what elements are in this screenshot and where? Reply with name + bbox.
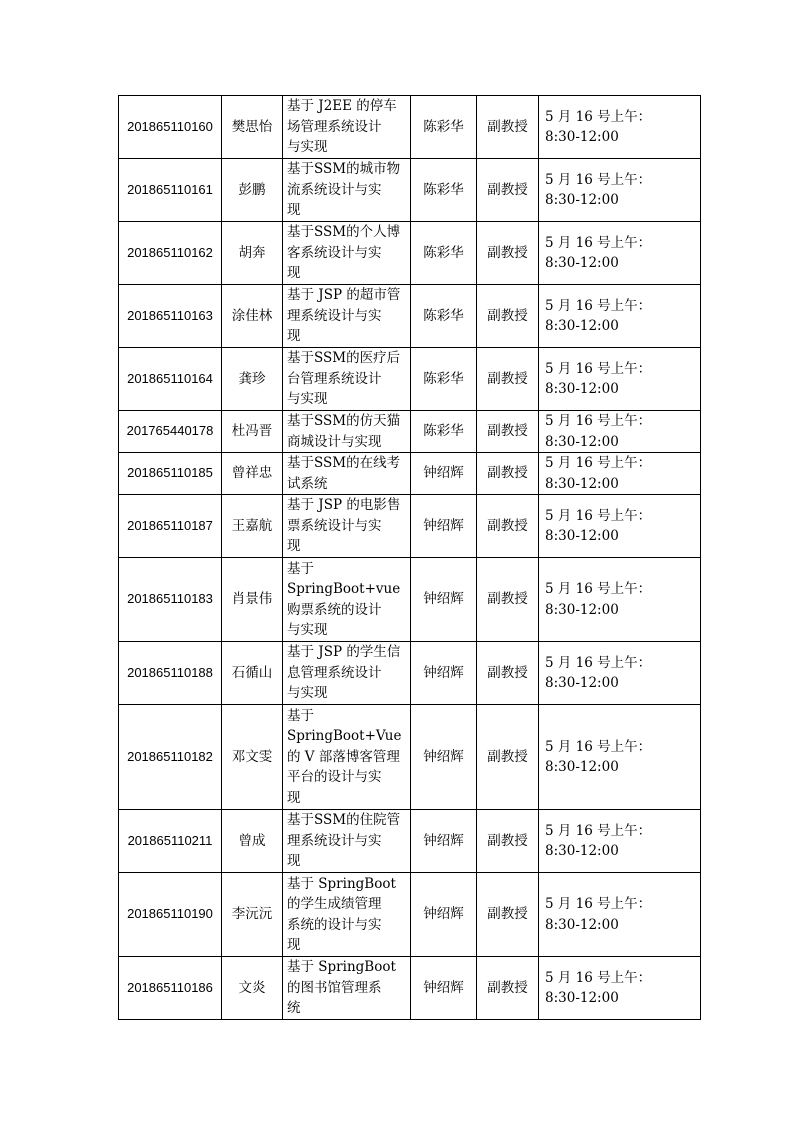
table-row: [119, 348, 701, 411]
thesis-topic-cell-line: 基于SSM的在线考: [287, 455, 401, 471]
thesis-topic-cell-line: 与实现: [287, 139, 328, 156]
thesis-topic-cell-line: 现: [287, 202, 301, 219]
defense-time-cell-line: 8:30-12:00: [545, 475, 619, 492]
thesis-topic-cell: [283, 453, 411, 495]
student-id-cell: 201865110163: [119, 285, 222, 348]
table-row: [119, 957, 701, 1020]
defense-time-cell-line: 8:30-12:00: [545, 381, 619, 397]
advisor-title-cell: 副教授: [477, 810, 539, 873]
thesis-topic-cell-line: 场管理系统设计: [287, 118, 382, 135]
table-row: [119, 96, 701, 159]
defense-time-cell: [539, 96, 701, 159]
defense-time-cell: [539, 348, 701, 411]
advisor-cell: 钟绍辉: [411, 957, 477, 1020]
advisor-title-cell: 副教授: [477, 453, 539, 495]
student-name-cell: 曾成: [222, 810, 283, 873]
thesis-topic-cell-line: 基于 JSP 的电影售: [287, 497, 401, 514]
table-row: [119, 705, 701, 810]
thesis-topic-cell-line: 基于SSM的城市物: [287, 161, 401, 178]
defense-time-cell-line: 8:30-12:00: [545, 528, 619, 544]
defense-time-cell-line: 5 月 16 号上午：: [545, 171, 652, 188]
defense-time-cell-line: 5 月 16 号上午：: [545, 738, 652, 755]
thesis-topic-cell-line: 与实现: [287, 622, 328, 638]
advisor-title-cell: 副教授: [477, 348, 539, 411]
student-name-cell: 李沅沅: [222, 873, 283, 957]
advisor-title-cell: 副教授: [477, 159, 539, 222]
defense-time-cell-line: 5 月 16 号上午：: [545, 654, 652, 671]
defense-time-cell: [539, 810, 701, 873]
defense-time-cell: [539, 642, 701, 705]
defense-time-cell-line: 8:30-12:00: [545, 675, 619, 691]
student-name-cell: 曾祥忠: [222, 453, 283, 495]
advisor-cell: 钟绍辉: [411, 810, 477, 873]
defense-time-cell: [539, 705, 701, 810]
defense-time-cell-line: 8:30-12:00: [545, 255, 619, 271]
thesis-topic-cell: [283, 957, 411, 1020]
thesis-topic-cell-line: 基于SSM的仿天猫: [287, 413, 401, 429]
advisor-cell: 钟绍辉: [411, 873, 477, 957]
thesis-topic-cell-line: 基于 SpringBoot: [287, 875, 396, 892]
thesis-topic-cell: [283, 705, 411, 810]
advisor-cell: 钟绍辉: [411, 558, 477, 642]
table-row: [119, 642, 701, 705]
advisor-title-cell: 副教授: [477, 222, 539, 285]
student-name-cell: 樊思怡: [222, 96, 283, 159]
student-id-cell: 201865110190: [119, 873, 222, 957]
thesis-topic-cell-line: 平台的设计与实: [287, 769, 382, 786]
thesis-topic-cell-line: 台管理系统设计: [287, 370, 382, 387]
student-name-cell: 肖景伟: [222, 558, 283, 642]
defense-time-cell-line: 5 月 16 号上午：: [545, 413, 652, 429]
defense-time-cell-line: 8:30-12:00: [545, 601, 619, 618]
thesis-topic-cell-line: 购票系统的设计: [287, 601, 382, 618]
student-name-cell: 彭鹏: [222, 159, 283, 222]
thesis-topic-cell-line: 基于 JSP 的超市管: [287, 287, 401, 304]
table-row: [119, 558, 701, 642]
student-id-cell: 201865110162: [119, 222, 222, 285]
student-id-cell: 201865110183: [119, 558, 222, 642]
thesis-topic-cell-line: 现: [287, 853, 301, 870]
defense-time-cell: [539, 873, 701, 957]
advisor-cell: 陈彩华: [411, 159, 477, 222]
table-body: [119, 96, 701, 1020]
defense-time-cell-line: 5 月 16 号上午：: [545, 507, 652, 524]
thesis-topic-cell: [283, 96, 411, 159]
defense-time-cell-line: 5 月 16 号上午：: [545, 896, 652, 912]
defense-time-cell: [539, 285, 701, 348]
student-name-cell: 邓文雯: [222, 705, 283, 810]
thesis-topic-cell-line: 试系统: [287, 475, 328, 492]
thesis-topic-cell-line: 票系统设计与实: [287, 517, 382, 534]
thesis-topic-cell-line: 基于SSM的个人博: [287, 224, 401, 241]
student-id-cell: 201865110164: [119, 348, 222, 411]
student-name-cell: 龚珍: [222, 348, 283, 411]
thesis-topic-cell-line: 与实现: [287, 685, 328, 702]
student-name-cell: 王嘉航: [222, 495, 283, 558]
advisor-cell: 陈彩华: [411, 96, 477, 159]
thesis-topic-cell-line: 现: [287, 265, 301, 282]
defense-time-cell-line: 5 月 16 号上午：: [545, 108, 652, 125]
advisor-title-cell: 副教授: [477, 642, 539, 705]
advisor-cell: 钟绍辉: [411, 705, 477, 810]
defense-time-cell-line: 8:30-12:00: [545, 433, 619, 450]
student-name-cell: 杜冯晋: [222, 411, 283, 453]
student-id-cell: 201865110187: [119, 495, 222, 558]
thesis-topic-cell-line: 现: [287, 538, 301, 555]
advisor-title-cell: 副教授: [477, 957, 539, 1020]
table-row: [119, 159, 701, 222]
table-row: [119, 453, 701, 495]
defense-time-cell: [539, 957, 701, 1020]
thesis-topic-cell-line: 的 V 部落博客管理: [287, 748, 400, 765]
advisor-title-cell: 副教授: [477, 285, 539, 348]
student-id-cell: 201865110160: [119, 96, 222, 159]
defense-time-cell-line: 5 月 16 号上午：: [545, 822, 652, 839]
defense-schedule-table: [118, 95, 701, 1020]
advisor-cell: 钟绍辉: [411, 642, 477, 705]
thesis-topic-cell-line: SpringBoot+Vue: [287, 728, 402, 745]
defense-time-cell: [539, 159, 701, 222]
advisor-cell: 陈彩华: [411, 222, 477, 285]
student-name-cell: 文炎: [222, 957, 283, 1020]
student-id-cell: 201865110161: [119, 159, 222, 222]
advisor-title-cell: 副教授: [477, 411, 539, 453]
thesis-topic-cell-line: 基于 SpringBoot: [287, 959, 396, 976]
advisor-cell: 陈彩华: [411, 285, 477, 348]
defense-time-cell: [539, 222, 701, 285]
defense-time-cell: [539, 558, 701, 642]
table-row: [119, 873, 701, 957]
thesis-topic-cell-line: 基于SSM的住院管: [287, 812, 401, 829]
thesis-topic-cell: [283, 411, 411, 453]
thesis-topic-cell: [283, 348, 411, 411]
thesis-topic-cell: [283, 222, 411, 285]
thesis-topic-cell-line: 现: [287, 789, 301, 806]
thesis-topic-cell: [283, 642, 411, 705]
defense-time-cell-line: 5 月 16 号上午：: [545, 455, 652, 471]
student-id-cell: 201865110182: [119, 705, 222, 810]
thesis-topic-cell-line: 的图书馆管理系: [287, 979, 382, 996]
defense-time-cell-line: 8:30-12:00: [545, 759, 619, 775]
thesis-topic-cell-line: SpringBoot+vue: [287, 581, 401, 597]
thesis-topic-cell-line: 息管理系统设计: [287, 664, 382, 681]
defense-time-cell-line: 5 月 16 号上午：: [545, 297, 652, 314]
table-row: [119, 222, 701, 285]
student-id-cell: 201865110188: [119, 642, 222, 705]
defense-time-cell-line: 8:30-12:00: [545, 990, 619, 1006]
thesis-topic-cell-line: 客系统设计与实: [287, 244, 382, 261]
defense-time-cell: [539, 495, 701, 558]
thesis-topic-cell-line: 基于 J2EE 的停车: [287, 98, 397, 115]
thesis-topic-cell-line: 理系统设计与实: [287, 832, 382, 849]
thesis-topic-cell-line: 基于SSM的医疗后: [287, 350, 401, 367]
thesis-topic-cell: [283, 810, 411, 873]
thesis-topic-cell-line: 系统的设计与实: [287, 916, 382, 933]
advisor-cell: 陈彩华: [411, 348, 477, 411]
table-row: [119, 285, 701, 348]
student-id-cell: 201865110186: [119, 957, 222, 1020]
student-name-cell: 涂佳林: [222, 285, 283, 348]
defense-time-cell-line: 8:30-12:00: [545, 318, 619, 334]
table-row: [119, 495, 701, 558]
defense-time-cell-line: 8:30-12:00: [545, 916, 619, 933]
thesis-topic-cell-line: 基于: [287, 707, 314, 724]
defense-time-cell: [539, 453, 701, 495]
student-name-cell: 胡奔: [222, 222, 283, 285]
thesis-topic-cell-line: 基于 JSP 的学生信: [287, 644, 401, 661]
thesis-topic-cell-line: 商城设计与实现: [287, 433, 382, 450]
thesis-topic-cell-line: 现: [287, 328, 301, 345]
defense-time-cell-line: 5 月 16 号上午：: [545, 581, 652, 597]
table-row: [119, 810, 701, 873]
defense-time-cell-line: 5 月 16 号上午：: [545, 360, 652, 377]
student-id-cell: 201865110211: [119, 810, 222, 873]
thesis-topic-cell-line: 理系统设计与实: [287, 307, 382, 324]
table-row: [119, 411, 701, 453]
advisor-cell: 钟绍辉: [411, 495, 477, 558]
thesis-topic-cell-line: 与实现: [287, 391, 328, 408]
student-id-cell: 201865110185: [119, 453, 222, 495]
thesis-topic-cell: [283, 495, 411, 558]
advisor-cell: 陈彩华: [411, 411, 477, 453]
thesis-topic-cell: [283, 159, 411, 222]
advisor-title-cell: 副教授: [477, 96, 539, 159]
advisor-title-cell: 副教授: [477, 873, 539, 957]
thesis-topic-cell-line: 流系统设计与实: [287, 181, 382, 198]
advisor-title-cell: 副教授: [477, 705, 539, 810]
thesis-topic-cell-line: 现: [287, 937, 301, 953]
thesis-topic-cell: [283, 873, 411, 957]
defense-time-cell-line: 8:30-12:00: [545, 192, 619, 208]
defense-time-cell-line: 8:30-12:00: [545, 129, 619, 145]
defense-time-cell: [539, 411, 701, 453]
advisor-title-cell: 副教授: [477, 495, 539, 558]
thesis-topic-cell: [283, 558, 411, 642]
thesis-topic-cell-line: 基于: [287, 560, 314, 577]
student-id-cell: 201765440178: [119, 411, 222, 453]
thesis-topic-cell-line: 统: [287, 1000, 301, 1017]
advisor-title-cell: 副教授: [477, 558, 539, 642]
thesis-topic-cell: [283, 285, 411, 348]
thesis-topic-cell-line: 的学生成绩管理: [287, 896, 382, 912]
defense-time-cell-line: 5 月 16 号上午：: [545, 969, 652, 986]
defense-time-cell-line: 8:30-12:00: [545, 843, 619, 859]
student-name-cell: 石循山: [222, 642, 283, 705]
advisor-cell: 钟绍辉: [411, 453, 477, 495]
defense-time-cell-line: 5 月 16 号上午：: [545, 234, 652, 251]
